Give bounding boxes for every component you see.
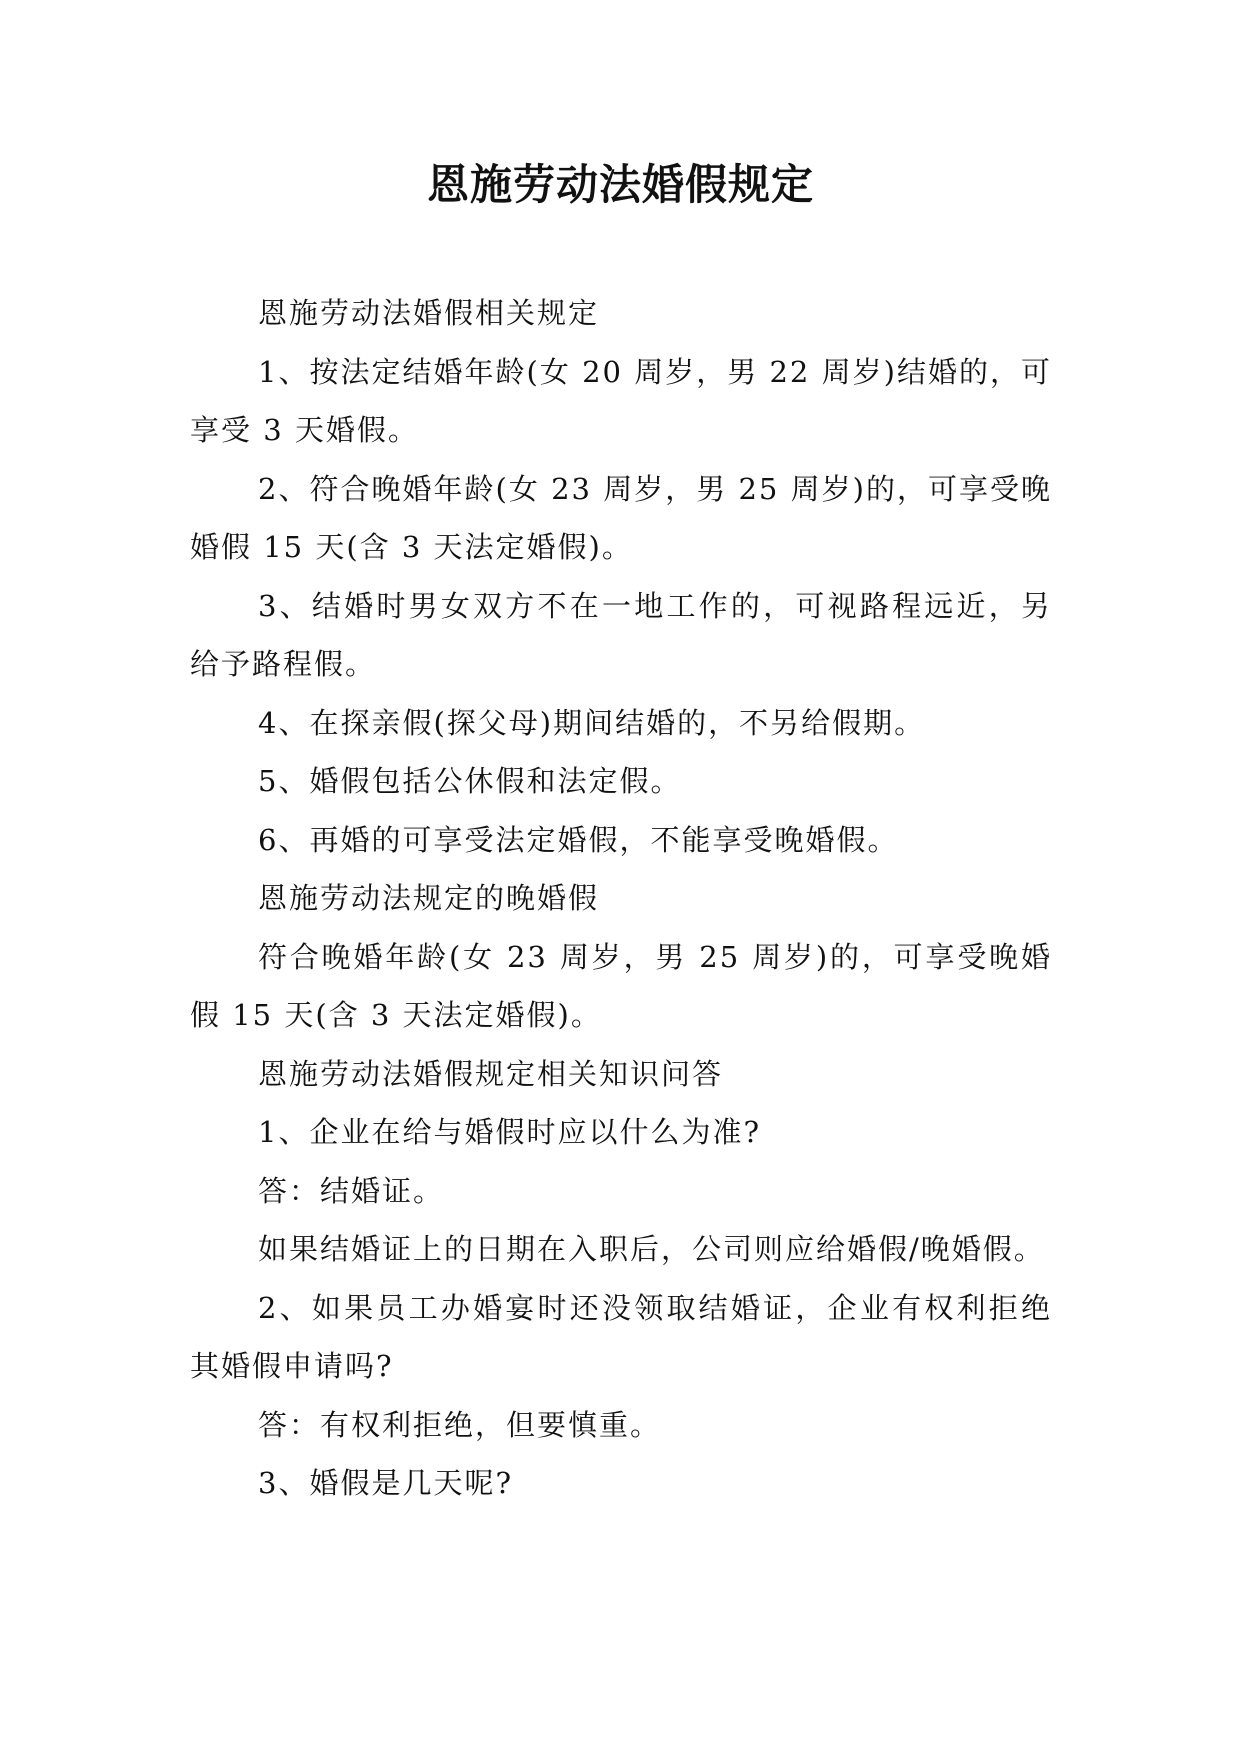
rule-item-6: 6、再婚的可享受法定婚假，不能享受晚婚假。 xyxy=(258,822,899,857)
section-heading-late-marriage: 恩施劳动法规定的晚婚假 xyxy=(258,881,600,915)
rule-item-5: 5、婚假包括公休假和法定假。 xyxy=(258,764,682,798)
answer-2: 答：有权利拒绝，但要慎重。 xyxy=(258,1407,662,1442)
rule-item-4: 4、在探亲假(探父母)期间结婚的，不另给假期。 xyxy=(258,705,926,740)
section-heading-qa: 恩施劳动法婚假规定相关知识问答 xyxy=(258,1056,724,1091)
answer-1: 答：结婚证。 xyxy=(258,1173,445,1208)
answer-1-detail: 如果结婚证上的日期在入职后，公司则应给婚假/晚婚假。 xyxy=(258,1232,1045,1266)
document-body xyxy=(190,284,1052,1513)
question-3: 3、婚假是几天呢? xyxy=(258,1466,513,1500)
rule-item-3: 3、结婚时男女双方不在一地工作的，可视路程远近，另给予路程假。 xyxy=(190,588,1052,681)
rule-item-1: 1、按法定结婚年龄(女 20 周岁，男 22 周岁)结婚的，可享受 3 天婚假。 xyxy=(190,354,1052,447)
question-2: 2、如果员工办婚宴时还没领取结婚证，企业有权利拒绝其婚假申请吗? xyxy=(190,1290,1052,1383)
document-title: 恩施劳动法婚假规定 xyxy=(426,160,814,209)
late-marriage-paragraph: 符合晚婚年龄(女 23 周岁，男 25 周岁)的，可享受晚婚假 15 天(含 3 天法定婚假)。 xyxy=(190,939,1052,1032)
section-heading-related-rules: 恩施劳动法婚假相关规定 xyxy=(258,296,600,330)
question-1: 1、企业在给与婚假时应以什么为准? xyxy=(258,1115,761,1149)
rule-item-2: 2、符合晚婚年龄(女 23 周岁，男 25 周岁)的，可享受晚婚假 15 天(含 3 天法定婚假)。 xyxy=(190,471,1052,564)
